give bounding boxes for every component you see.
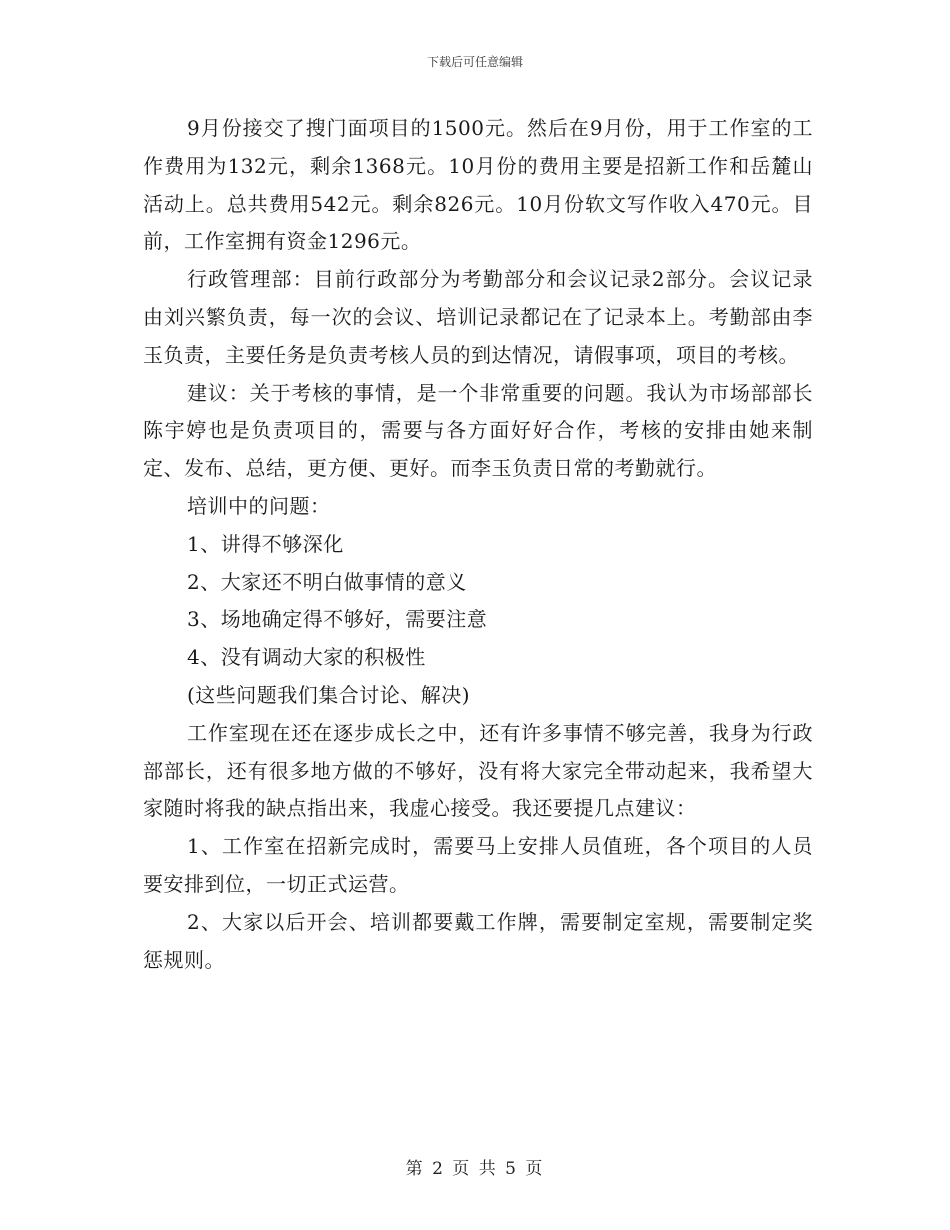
- paragraph-admin-department: 行政管理部：目前行政部分为考勤部分和会议记录2部分。会议记录由刘兴繁负责，每一次的会议、培训记录都记在了记录本上。考勤部由李玉负责，主要任务是负责考核人员的到达情况，请假事项，项目的考核。: [143, 267, 813, 367]
- list-item-suggestion-1: 1、工作室在招新完成时，需要马上安排人员值班，各个项目的人员要安排到位，一切正式运营。: [143, 834, 813, 896]
- list-item-issue-4: 4、没有调动大家的积极性: [187, 645, 426, 670]
- list-item-issue-2: 2、大家还不明白做事情的意义: [187, 569, 467, 594]
- paragraph-issues-note: (这些问题我们集合讨论、解决): [187, 682, 471, 707]
- list-item-issue-1: 1、讲得不够深化: [187, 531, 344, 556]
- list-item-issue-3: 3、场地确定得不够好，需要注意: [187, 607, 488, 632]
- document-body: [143, 110, 813, 979]
- page-number: 第 2 页 共 5 页: [405, 1159, 545, 1179]
- list-item-suggestion-2: 2、大家以后开会、培训都要戴工作牌，需要制定室规，需要制定奖惩规则。: [143, 909, 813, 972]
- paragraph-suggestion: 建议：关于考核的事情，是一个非常重要的问题。我认为市场部部长陈宇婷也是负责项目的，需要与各方面好好合作，考核的安排由她来制定、发布、总结，更方便、更好。而李玉负责日常的考勤就行。: [143, 380, 813, 481]
- page-header: 下载后可任意编辑: [426, 55, 523, 69]
- paragraph-self-review: 工作室现在还在逐步成长之中，还有许多事情不够完善，我身为行政部部长，还有很多地方做的不够好，没有将大家完全带动起来，我希望大家随时将我的缺点指出来，我虚心接受。我还要提几点建议：: [143, 720, 813, 821]
- paragraph-finance: 9月份接交了搜门面项目的1500元。然后在9月份，用于工作室的工作费用为132元，剩余1368元。10月份的费用主要是招新工作和岳麓山活动上。总共费用542元。剩余826元。10月份软文写作收入470元。目前，工作室拥有资金1296元。: [143, 116, 813, 254]
- paragraph-training-issues-heading: 培训中的问题：: [187, 493, 331, 518]
